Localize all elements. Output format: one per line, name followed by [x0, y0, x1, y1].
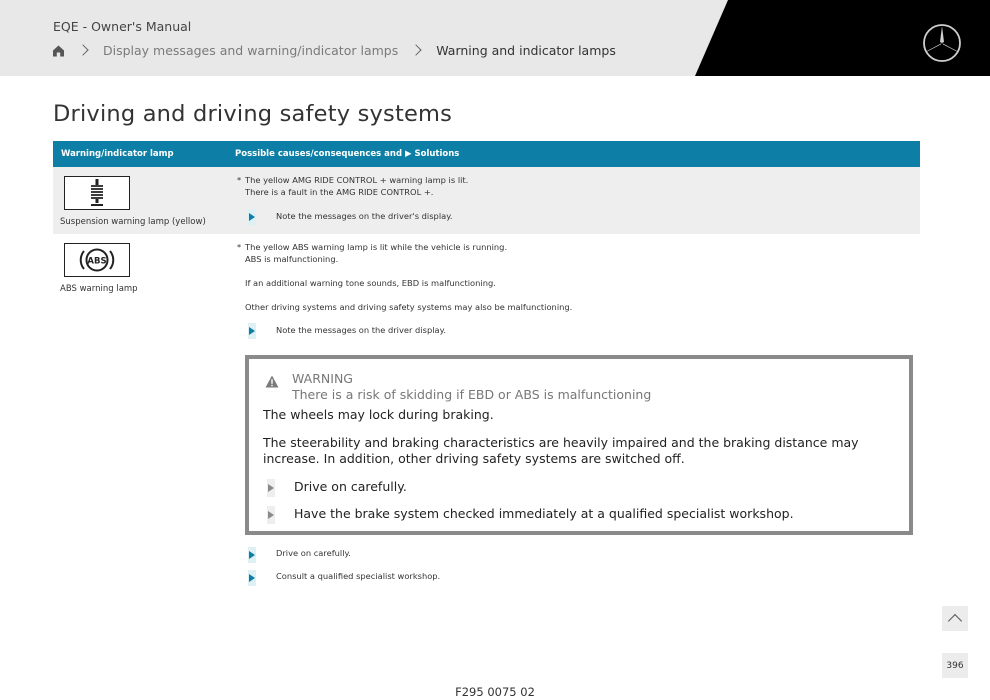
bullet-marker: * — [237, 175, 242, 185]
table-header — [53, 141, 920, 167]
solution-text: Drive on carefully. — [276, 548, 351, 558]
column-header-causes: Possible causes/consequences and ▶ Solutions — [235, 149, 460, 159]
suspension-lamp-symbol — [64, 176, 130, 210]
warning-lamp-table — [53, 141, 920, 594]
warning-action-arrow-icon — [267, 479, 275, 497]
chevron-right-icon — [77, 44, 88, 55]
cause-line: The yellow ABS warning lamp is lit while the vehicle is running. — [245, 242, 508, 252]
solution-text: Consult a qualified specialist workshop. — [276, 571, 441, 581]
warning-subheading: There is a risk of skidding if EBD or ABS is malfunctioning — [292, 387, 652, 402]
table-row — [53, 234, 920, 594]
abs-icon — [78, 245, 116, 275]
warning-triangle-icon — [265, 375, 279, 388]
lamp-label: ABS warning lamp — [60, 284, 138, 294]
warning-heading: WARNING — [292, 371, 353, 386]
breadcrumb-item-warning-lamps: Warning and indicator lamps — [436, 42, 616, 58]
cause-line: The yellow AMG RIDE CONTROL + warning lamp is lit. — [245, 175, 469, 185]
manual-header — [0, 0, 990, 76]
solution-text: Note the messages on the driver display. — [276, 325, 446, 335]
breadcrumb-item-display-messages[interactable]: Display messages and warning/indicator lamps — [103, 42, 399, 58]
page-number-button[interactable] — [942, 653, 968, 678]
chevron-right-icon — [411, 44, 422, 55]
column-header-lamp: Warning/indicator lamp — [61, 149, 174, 159]
cause-line: There is a fault in the AMG RIDE CONTROL +. — [245, 186, 434, 197]
warning-action-arrow-icon — [267, 506, 275, 524]
solution-text: Note the messages on the driver's display. — [276, 211, 453, 221]
lamp-label: Suspension warning lamp (yellow) — [60, 217, 206, 227]
cause-text — [245, 175, 468, 198]
mercedes-star-logo — [922, 23, 962, 63]
paragraph-other-systems: Other driving systems and driving safety systems may also be malfunctioning. — [245, 302, 573, 312]
abs-lamp-symbol — [64, 243, 130, 277]
paragraph-ebd: If an additional warning tone sounds, EBD is malfunctioning. — [245, 278, 496, 288]
solution-arrow-icon — [248, 547, 256, 563]
cause-line: ABS is malfunctioning. — [245, 253, 339, 264]
abs-icon-text: ABS — [87, 256, 107, 267]
bullet-marker: * — [237, 242, 242, 252]
image-reference-code: F295 0075 02 — [455, 685, 535, 699]
warning-action-text: Drive on carefully. — [294, 479, 407, 494]
home-icon[interactable] — [52, 44, 65, 57]
warning-action-text: Have the brake system checked immediately at a qualified specialist workshop. — [294, 506, 794, 521]
warning-text: The steerability and braking characteristics are heavily impaired and the braking distance may increase. In addition, other driving safety systems are switched off. — [263, 435, 859, 466]
suspension-spring-icon — [88, 178, 106, 208]
app-title: EQE - Owner's Manual — [53, 19, 192, 34]
breadcrumb — [52, 42, 616, 58]
page-title: Driving and driving safety systems — [53, 101, 453, 127]
scroll-to-top-button[interactable] — [942, 606, 968, 631]
solution-arrow-icon — [248, 209, 256, 225]
page-number: 396 — [946, 660, 964, 671]
solution-arrow-icon — [248, 323, 256, 339]
solution-arrow-icon — [248, 570, 256, 586]
cause-text — [245, 242, 507, 265]
warning-text: The wheels may lock during braking. — [263, 407, 494, 422]
warning-box — [245, 355, 913, 535]
chevron-up-icon — [948, 614, 962, 628]
table-row — [53, 167, 920, 234]
